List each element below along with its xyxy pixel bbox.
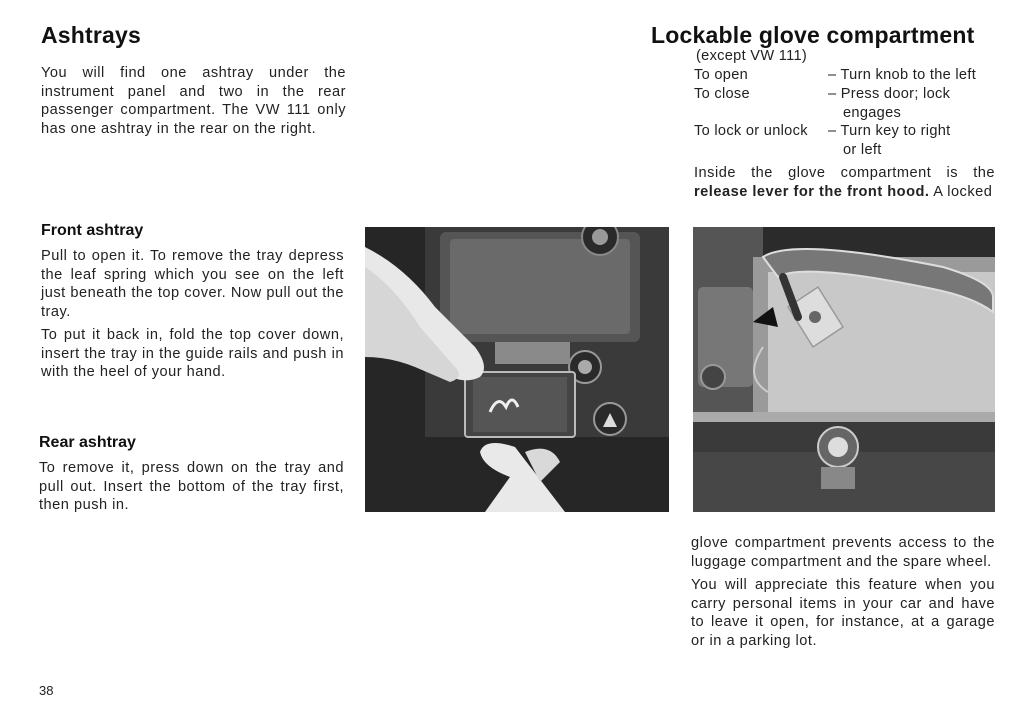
page-number: 38 — [39, 683, 54, 698]
instruction-value-lock-cont: or left — [843, 142, 882, 158]
rear-ashtray-text — [39, 459, 344, 515]
front-ashtray-photo — [365, 227, 669, 512]
glove-p1-text: Inside the glove compartment is the — [694, 165, 995, 181]
glove-compartment-subtitle: (except VW 111) — [696, 48, 808, 64]
front-ashtray-p1: Pull to open it. To remove the tray depress the leaf spring which you see on the left just beneath the top cover. Now pull out the tray. — [41, 248, 344, 320]
glove-compartment-title: Lockable glove compartment — [651, 22, 975, 48]
ashtrays-intro-block — [41, 64, 346, 138]
rear-ashtray-heading: Rear ashtray — [39, 434, 136, 451]
glove-p1-tail: A locked — [929, 183, 993, 200]
ashtrays-title: Ashtrays — [41, 22, 142, 48]
glove-paragraph-2: glove compartment prevents access to the luggage compartment and the spare wheel. — [691, 535, 995, 570]
glove-paragraph-1 — [694, 164, 995, 201]
glove-continued-block — [691, 534, 995, 650]
front-ashtray-text — [41, 247, 344, 382]
front-ashtray-p2: To put it back in, fold the top cover down, insert the tray in the guide rails and push in with the heel of your hand. — [41, 327, 344, 380]
glove-paragraph-3: You will appreciate this feature when you carry personal items in your car and have to leave it open, for instance, at a garage or in a parking lot. — [691, 577, 995, 649]
instruction-value-lock: – Turn key to right — [828, 123, 951, 139]
glove-compartment-illustration — [693, 227, 995, 512]
instruction-label-lock: To lock or unlock — [694, 123, 808, 139]
rear-ashtray-p1: To remove it, press down on the tray and pull out. Insert the bottom of the tray first, then push in. — [39, 460, 344, 513]
instruction-label-open: To open — [694, 67, 749, 83]
glove-compartment-photo — [693, 227, 995, 512]
instruction-value-close: – Press door; lock — [828, 86, 951, 102]
glove-p1-block — [694, 164, 995, 201]
instruction-label-close: To close — [694, 86, 750, 102]
instruction-value-close-cont: engages — [843, 105, 902, 121]
ashtrays-intro: You will find one ashtray under the instrument panel and two in the rear passenger compartment. The VW 111 only has one ashtray in the rear on the right. — [41, 65, 346, 137]
instruction-value-open: – Turn knob to the left — [828, 67, 977, 83]
front-ashtray-illustration — [365, 227, 669, 512]
front-ashtray-heading: Front ashtray — [41, 222, 144, 239]
glove-p1-bold: release lever for the front hood. — [694, 183, 930, 200]
